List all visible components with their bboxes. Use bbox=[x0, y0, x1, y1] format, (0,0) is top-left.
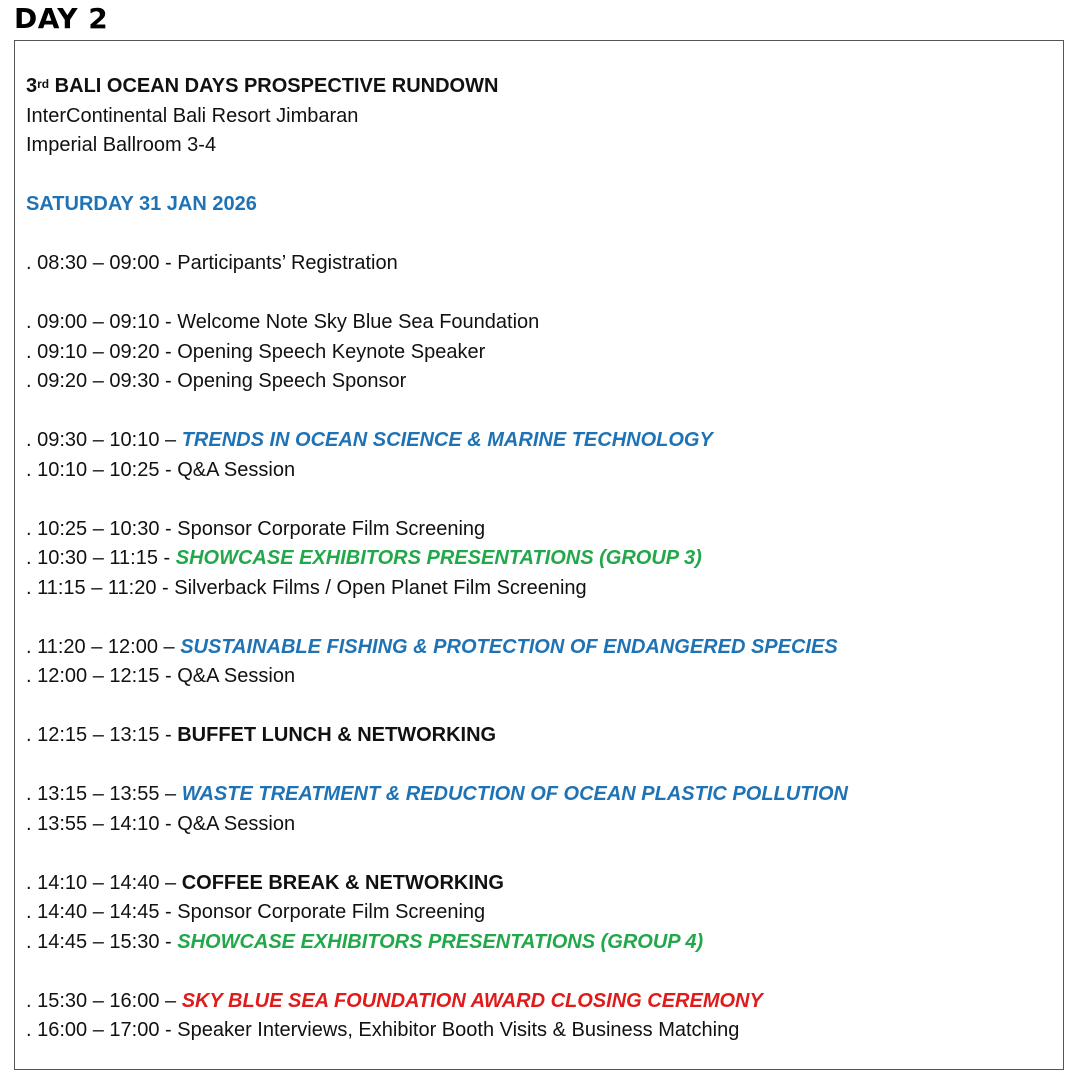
schedule-time: . 09:00 – 09:10 - bbox=[26, 311, 178, 333]
schedule-time: . 14:10 – 14:40 – bbox=[26, 871, 182, 894]
spacer bbox=[26, 692, 1053, 722]
schedule-item bbox=[26, 544, 1053, 574]
schedule-item bbox=[26, 574, 1053, 604]
event-title-number: 3 bbox=[26, 75, 38, 97]
schedule-time: . 08:30 – 09:00 - bbox=[26, 252, 178, 274]
schedule-title: Q&A Session bbox=[177, 665, 296, 687]
spacer bbox=[26, 161, 1053, 191]
event-title-ordinal: rd bbox=[37, 77, 50, 91]
spacer bbox=[26, 279, 1053, 309]
event-title bbox=[26, 72, 1053, 102]
schedule-title: SKY BLUE SEA FOUNDATION AWARD CLOSING CEREMONY bbox=[181, 989, 763, 1012]
schedule-item bbox=[26, 633, 1053, 663]
schedule-item bbox=[26, 308, 1053, 338]
event-title-text: BALI OCEAN DAYS PROSPECTIVE RUNDOWN bbox=[49, 75, 499, 97]
schedule-time: . 09:30 – 10:10 – bbox=[26, 429, 182, 451]
schedule-title: WASTE TREATMENT & REDUCTION OF OCEAN PLASTIC POLLUTION bbox=[181, 783, 848, 805]
schedule-title: Participants’ Registration bbox=[177, 252, 398, 274]
spacer bbox=[26, 220, 1053, 250]
schedule-time: . 11:20 – 12:00 – bbox=[26, 635, 181, 658]
schedule-time: . 09:20 – 09:30 - bbox=[26, 370, 178, 392]
schedule-title: Sponsor Corporate Film Screening bbox=[177, 901, 486, 923]
schedule-time: . 11:15 – 11:20 - bbox=[26, 576, 175, 599]
schedule-item bbox=[26, 338, 1053, 368]
schedule-time: . 10:25 – 10:30 - bbox=[26, 517, 178, 540]
schedule-item bbox=[26, 515, 1053, 545]
schedule-item bbox=[26, 662, 1053, 692]
schedule-title: Silverback Films / Open Planet Film Screening bbox=[174, 576, 587, 599]
schedule-time: . 13:55 – 14:10 - bbox=[26, 812, 178, 835]
rundown-content bbox=[26, 72, 1053, 1046]
schedule-item bbox=[26, 426, 1053, 456]
spacer bbox=[26, 839, 1053, 869]
schedule-item bbox=[26, 721, 1053, 751]
schedule-item bbox=[26, 928, 1053, 958]
schedule-list bbox=[26, 220, 1053, 1046]
schedule-time: . 16:00 – 17:00 - bbox=[26, 1019, 178, 1041]
event-date: SATURDAY 31 JAN 2026 bbox=[26, 193, 257, 215]
schedule-time: . 12:00 – 12:15 - bbox=[26, 665, 178, 687]
schedule-time: . 15:30 – 16:00 – bbox=[26, 989, 182, 1012]
schedule-item bbox=[26, 810, 1053, 840]
schedule-title: Welcome Note Sky Blue Sea Foundation bbox=[177, 311, 540, 333]
rundown-card bbox=[14, 40, 1064, 1070]
schedule-time: . 13:15 – 13:55 – bbox=[26, 783, 182, 805]
venue-name: InterContinental Bali Resort Jimbaran bbox=[26, 104, 359, 127]
schedule-item bbox=[26, 780, 1053, 810]
schedule-title: Q&A Session bbox=[177, 458, 296, 481]
spacer bbox=[26, 603, 1053, 633]
schedule-time: . 09:10 – 09:20 - bbox=[26, 340, 178, 363]
schedule-item bbox=[26, 456, 1053, 486]
schedule-title: Opening Speech Sponsor bbox=[177, 370, 407, 392]
spacer bbox=[26, 751, 1053, 781]
schedule-time: . 10:10 – 10:25 - bbox=[26, 458, 178, 481]
schedule-time: . 14:45 – 15:30 - bbox=[26, 930, 178, 953]
spacer bbox=[26, 957, 1053, 987]
spacer bbox=[26, 397, 1053, 427]
day-title: DAY 2 bbox=[14, 2, 109, 35]
schedule-item bbox=[26, 869, 1053, 899]
schedule-title: BUFFET LUNCH & NETWORKING bbox=[177, 724, 497, 746]
schedule-item bbox=[26, 1016, 1053, 1046]
schedule-title: TRENDS IN OCEAN SCIENCE & MARINE TECHNOLOGY bbox=[181, 429, 713, 451]
schedule-time: . 12:15 – 13:15 - bbox=[26, 724, 178, 746]
schedule-item bbox=[26, 249, 1053, 279]
schedule-title: SUSTAINABLE FISHING & PROTECTION OF ENDANGERED SPECIES bbox=[180, 635, 838, 658]
schedule-title: Q&A Session bbox=[177, 812, 296, 835]
spacer bbox=[26, 485, 1053, 515]
schedule-title: COFFEE BREAK & NETWORKING bbox=[181, 871, 504, 894]
schedule-title: Opening Speech Keynote Speaker bbox=[177, 340, 486, 363]
schedule-time: . 14:40 – 14:45 - bbox=[26, 901, 178, 923]
schedule-title: Speaker Interviews, Exhibitor Booth Visits & Business Matching bbox=[177, 1019, 740, 1041]
schedule-item bbox=[26, 367, 1053, 397]
schedule-title: Sponsor Corporate Film Screening bbox=[177, 517, 486, 540]
schedule-item bbox=[26, 987, 1053, 1017]
venue-room: Imperial Ballroom 3-4 bbox=[26, 134, 217, 156]
schedule-title: SHOWCASE EXHIBITORS PRESENTATIONS (GROUP 3) bbox=[175, 547, 702, 569]
schedule-title: SHOWCASE EXHIBITORS PRESENTATIONS (GROUP 4) bbox=[177, 930, 704, 953]
schedule-time: . 10:30 – 11:15 - bbox=[26, 547, 176, 569]
schedule-item bbox=[26, 898, 1053, 928]
